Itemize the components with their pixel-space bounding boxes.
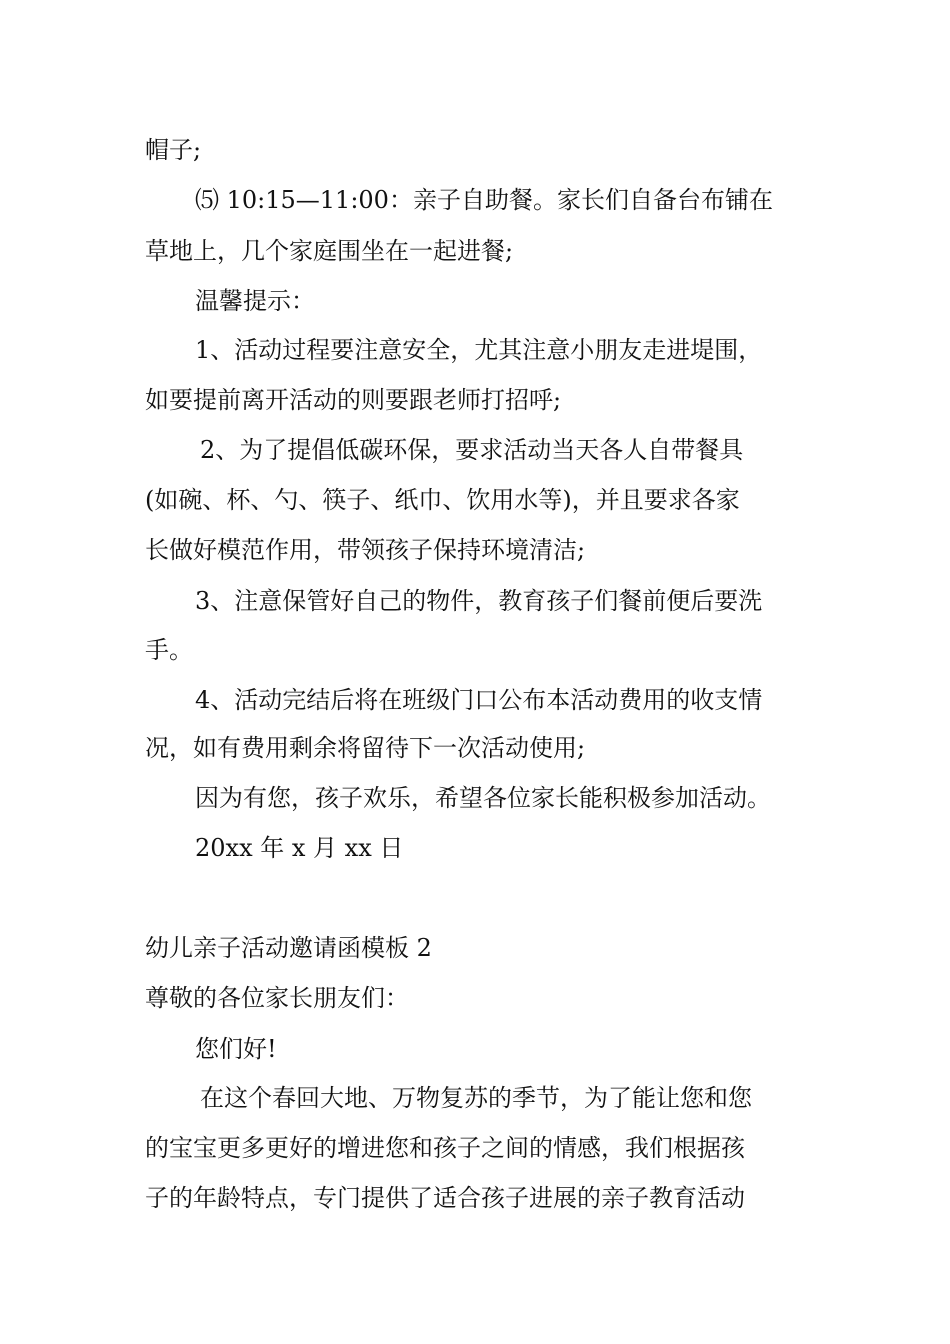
- text-line: 况，如有费用剩余将留待下一次活动使用;: [145, 734, 586, 762]
- text-line: 的宝宝更多更好的增进您和孩子之间的情感，我们根据孩: [145, 1134, 745, 1162]
- text-line: 子的年龄特点，专门提供了适合孩子进展的亲子教育活动: [145, 1184, 745, 1212]
- text-line: 3、注意保管好自己的物件，教育孩子们餐前便后要洗: [195, 587, 763, 615]
- text-line: 2、为了提倡低碳环保，要求活动当天各人自带餐具: [200, 436, 744, 464]
- text-line: 温馨提示：: [195, 287, 315, 315]
- text-line: 如要提前离开活动的则要跟老师打招呼;: [145, 386, 562, 414]
- text-line: 草地上，几个家庭围坐在一起进餐;: [145, 237, 514, 265]
- greeting: 您们好!: [195, 1035, 277, 1063]
- text-line: 帽子;: [145, 136, 202, 164]
- text-line: 因为有您，孩子欢乐，希望各位家长能积极参加活动。: [195, 784, 771, 812]
- text-line: 在这个春回大地、万物复苏的季节，为了能让您和您: [200, 1084, 752, 1112]
- date-line: 20xx 年 x 月 xx 日: [195, 834, 404, 862]
- text-line: (如碗、杯、勺、筷子、纸巾、饮用水等)，并且要求各家: [145, 486, 740, 514]
- text-line: 1、活动过程要注意安全，尤其注意小朋友走进堤围，: [195, 336, 763, 364]
- text-line: 长做好模范作用，带领孩子保持环境清洁;: [145, 536, 586, 564]
- text-line: 4、活动完结后将在班级门口公布本活动费用的收支情: [195, 686, 763, 714]
- salutation: 尊敬的各位家长朋友们：: [145, 984, 409, 1012]
- text-line: 手。: [145, 636, 193, 664]
- text-line: ⑸ 10:15—11:00：亲子自助餐。家长们自备台布铺在: [195, 186, 773, 214]
- section-title: 幼儿亲子活动邀请函模板 2: [145, 934, 432, 962]
